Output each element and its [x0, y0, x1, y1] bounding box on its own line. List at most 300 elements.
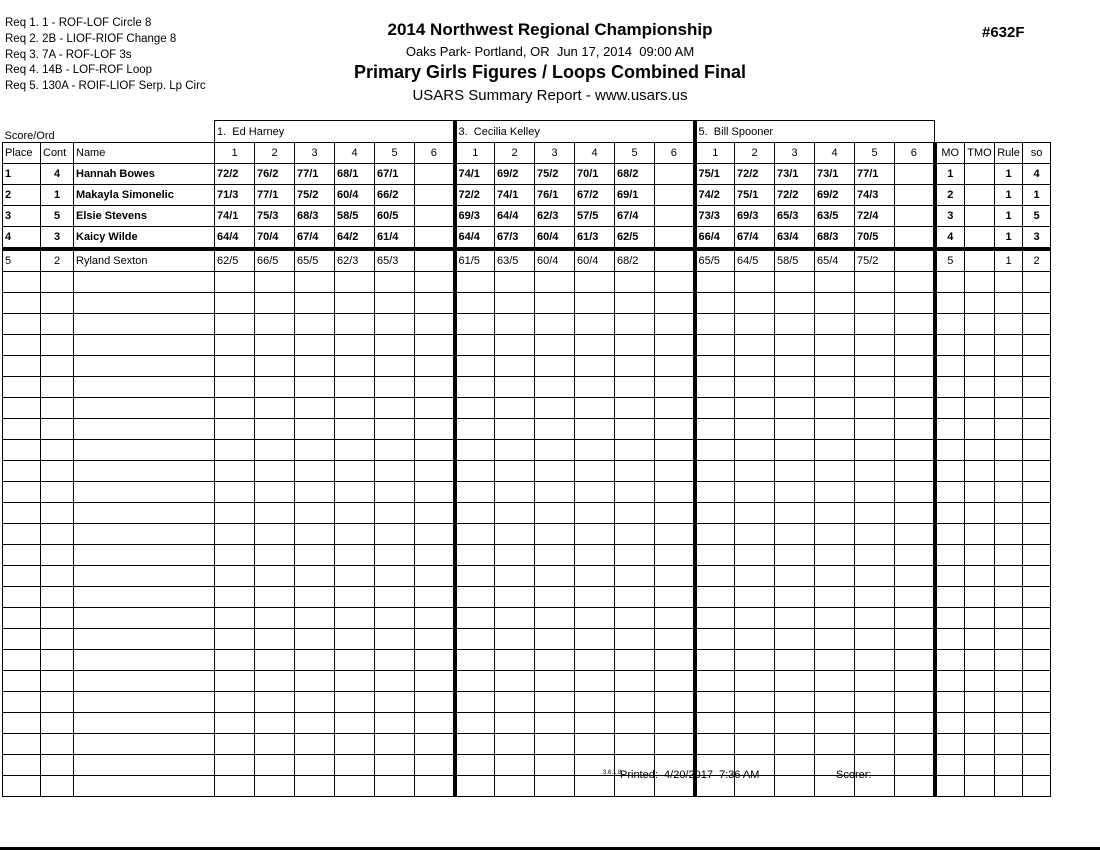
so-cell: 3: [1023, 227, 1051, 250]
score-cell: [295, 335, 335, 356]
rule-cell: [995, 272, 1023, 293]
score-col-header: 1: [455, 143, 495, 164]
rule-cell: [995, 566, 1023, 587]
so-cell: [1023, 692, 1051, 713]
empty-row: [3, 335, 1051, 356]
tmo-cell: [965, 566, 995, 587]
score-cell: [375, 629, 415, 650]
score-cell: [335, 398, 375, 419]
score-cell: [535, 692, 575, 713]
cont-cell: [41, 734, 74, 755]
score-cell: [815, 335, 855, 356]
score-cell: 67/4: [295, 227, 335, 250]
name-cell: Elsie Stevens: [74, 206, 215, 227]
score-cell: [895, 377, 935, 398]
score-cell: [655, 734, 695, 755]
score-col-header: 6: [655, 143, 695, 164]
score-cell: [455, 272, 495, 293]
tmo-cell: [965, 650, 995, 671]
score-cell: [895, 293, 935, 314]
score-cell: [415, 650, 455, 671]
score-cell: 69/3: [455, 206, 495, 227]
place-cell: [3, 713, 41, 734]
score-cell: [615, 734, 655, 755]
score-cell: [455, 419, 495, 440]
score-cell: [455, 461, 495, 482]
score-cell: [455, 335, 495, 356]
score-cell: [415, 461, 455, 482]
score-cell: [375, 566, 415, 587]
score-cell: 74/2: [695, 185, 735, 206]
score-cell: [575, 461, 615, 482]
score-cell: [855, 524, 895, 545]
score-cell: [895, 545, 935, 566]
score-cell: [655, 419, 695, 440]
score-cell: [855, 314, 895, 335]
score-cell: [295, 650, 335, 671]
cont-cell: 1: [41, 185, 74, 206]
empty-row: [3, 314, 1051, 335]
score-cell: [895, 692, 935, 713]
report-footer: [0, 769, 1100, 789]
results-body: [3, 164, 1051, 797]
score-cell: [535, 461, 575, 482]
score-cell: [495, 356, 535, 377]
score-col-header: 6: [895, 143, 935, 164]
tmo-cell: [965, 419, 995, 440]
score-cell: [615, 440, 655, 461]
score-cell: 61/4: [375, 227, 415, 250]
score-col-header: 3: [295, 143, 335, 164]
score-col-header: 2: [255, 143, 295, 164]
score-col-header: 5: [375, 143, 415, 164]
score-cell: [495, 671, 535, 692]
score-cell: [455, 692, 495, 713]
empty-row: [3, 293, 1051, 314]
score-cell: [895, 419, 935, 440]
score-cell: [895, 671, 935, 692]
cont-cell: [41, 440, 74, 461]
score-cell: [255, 272, 295, 293]
score-cell: [255, 356, 295, 377]
score-cell: [295, 398, 335, 419]
requirement-line: Req 5. 130A - ROIF-LIOF Serp. Lp Circ: [5, 80, 206, 93]
score-cell: [535, 272, 575, 293]
cont-cell: [41, 545, 74, 566]
score-cell: 67/2: [575, 185, 615, 206]
score-cell: 62/5: [215, 249, 255, 272]
score-cell: [535, 482, 575, 503]
score-cell: [575, 629, 615, 650]
score-cell: [735, 377, 775, 398]
score-cell: [895, 440, 935, 461]
mo-cell: [935, 503, 965, 524]
place-cell: [3, 566, 41, 587]
score-cell: [295, 461, 335, 482]
score-cell: [655, 545, 695, 566]
score-col-header: 4: [575, 143, 615, 164]
score-cell: [495, 377, 535, 398]
judge-2-header: 3. Cecilia Kelley: [455, 121, 695, 143]
score-cell: [775, 629, 815, 650]
name-cell: [74, 566, 215, 587]
so-cell: [1023, 566, 1051, 587]
place-cell: [3, 524, 41, 545]
score-cell: [695, 293, 735, 314]
score-cell: 66/2: [375, 185, 415, 206]
score-cell: [895, 356, 935, 377]
score-cell: [895, 524, 935, 545]
score-cell: [575, 377, 615, 398]
tmo-cell: [965, 524, 995, 545]
cont-cell: [41, 587, 74, 608]
score-cell: 76/2: [255, 164, 295, 185]
score-cell: [655, 293, 695, 314]
rule-cell: [995, 419, 1023, 440]
score-cell: [575, 734, 615, 755]
score-cell: 72/2: [215, 164, 255, 185]
cont-cell: [41, 398, 74, 419]
score-cell: 69/3: [735, 206, 775, 227]
cont-cell: [41, 335, 74, 356]
score-cell: 66/5: [255, 249, 295, 272]
name-cell: [74, 671, 215, 692]
score-cell: [215, 566, 255, 587]
cont-cell: [41, 419, 74, 440]
score-cell: [375, 650, 415, 671]
rule-cell: 1: [995, 206, 1023, 227]
tmo-cell: [965, 629, 995, 650]
mo-cell: [935, 671, 965, 692]
score-cell: [215, 272, 255, 293]
rule-cell: [995, 524, 1023, 545]
score-cell: [735, 503, 775, 524]
tmo-cell: [965, 293, 995, 314]
score-cell: 72/2: [735, 164, 775, 185]
score-cell: 75/1: [695, 164, 735, 185]
name-cell: [74, 629, 215, 650]
score-cell: [535, 587, 575, 608]
score-cell: [215, 587, 255, 608]
mo-cell: [935, 398, 965, 419]
score-cell: [655, 461, 695, 482]
score-cell: [775, 566, 815, 587]
score-cell: 70/1: [575, 164, 615, 185]
score-cell: [895, 713, 935, 734]
score-cell: [775, 545, 815, 566]
score-cell: 74/3: [855, 185, 895, 206]
score-cell: [415, 608, 455, 629]
mo-cell: 5: [935, 249, 965, 272]
score-cell: 73/3: [695, 206, 735, 227]
place-cell: [3, 629, 41, 650]
tmo-cell: [965, 608, 995, 629]
score-cell: [415, 629, 455, 650]
so-cell: [1023, 650, 1051, 671]
score-cell: [295, 713, 335, 734]
score-cell: [695, 503, 735, 524]
event-title: Primary Girls Figures / Loops Combined Final: [353, 62, 747, 82]
score-cell: [735, 482, 775, 503]
score-cell: 68/3: [815, 227, 855, 250]
result-row: [3, 249, 1051, 272]
score-cell: [655, 692, 695, 713]
score-cell: [495, 272, 535, 293]
judge-3-header: 5. Bill Spooner: [695, 121, 935, 143]
score-cell: [495, 587, 535, 608]
score-cell: [735, 524, 775, 545]
place-cell: 1: [3, 164, 41, 185]
score-cell: [855, 335, 895, 356]
score-cell: [655, 587, 695, 608]
score-cell: [495, 293, 535, 314]
score-cell: [335, 272, 375, 293]
score-cell: [375, 587, 415, 608]
score-cell: 69/2: [495, 164, 535, 185]
so-cell: [1023, 440, 1051, 461]
score-cell: [775, 440, 815, 461]
mo-header: MO: [935, 143, 965, 164]
score-cell: [895, 398, 935, 419]
so-cell: [1023, 314, 1051, 335]
score-cell: [415, 503, 455, 524]
score-cell: [615, 377, 655, 398]
score-cell: [295, 566, 335, 587]
score-cell: [575, 293, 615, 314]
score-cell: [775, 461, 815, 482]
score-cell: [615, 461, 655, 482]
score-cell: [415, 164, 455, 185]
score-cell: [775, 377, 815, 398]
score-cell: [655, 206, 695, 227]
name-cell: Makayla Simonelic: [74, 185, 215, 206]
score-cell: [375, 293, 415, 314]
score-cell: [335, 587, 375, 608]
score-cell: [855, 272, 895, 293]
empty-row: [3, 692, 1051, 713]
score-cell: [775, 314, 815, 335]
score-cell: 76/1: [535, 185, 575, 206]
score-cell: [655, 164, 695, 185]
score-cell: [775, 692, 815, 713]
score-cell: [895, 566, 935, 587]
so-cell: [1023, 293, 1051, 314]
score-cell: 62/5: [615, 227, 655, 250]
name-cell: [74, 461, 215, 482]
score-cell: 65/5: [695, 249, 735, 272]
empty-row: [3, 524, 1051, 545]
tmo-cell: [965, 164, 995, 185]
score-cell: [735, 419, 775, 440]
score-cell: [335, 524, 375, 545]
event-number: #632F: [982, 24, 1025, 41]
score-cell: 74/1: [495, 185, 535, 206]
score-cell: [375, 524, 415, 545]
score-cell: [495, 608, 535, 629]
score-cell: [255, 734, 295, 755]
empty-row: [3, 587, 1051, 608]
score-cell: [495, 503, 535, 524]
score-cell: [895, 206, 935, 227]
score-cell: 68/3: [295, 206, 335, 227]
rule-cell: [995, 398, 1023, 419]
name-cell: [74, 587, 215, 608]
score-cell: [575, 503, 615, 524]
empty-row: [3, 356, 1051, 377]
score-cell: [455, 440, 495, 461]
score-cell: [295, 314, 335, 335]
place-cell: [3, 692, 41, 713]
score-cell: [615, 692, 655, 713]
requirement-line: Req 3. 7A - ROF-LOF 3s: [5, 48, 132, 61]
score-cell: [455, 587, 495, 608]
score-cell: [375, 545, 415, 566]
score-cell: [655, 629, 695, 650]
score-cell: [415, 671, 455, 692]
score-cell: 73/1: [815, 164, 855, 185]
rule-cell: [995, 314, 1023, 335]
mo-cell: [935, 335, 965, 356]
rule-cell: [995, 734, 1023, 755]
score-cell: [895, 314, 935, 335]
place-cell: [3, 545, 41, 566]
score-cell: [295, 545, 335, 566]
tmo-cell: [965, 227, 995, 250]
score-cell: [335, 356, 375, 377]
rule-header: Rule: [995, 143, 1023, 164]
mo-cell: [935, 692, 965, 713]
score-cell: 72/2: [455, 185, 495, 206]
score-cell: [295, 356, 335, 377]
score-cell: [215, 671, 255, 692]
score-cell: [335, 293, 375, 314]
score-cell: 58/5: [335, 206, 375, 227]
score-cell: [255, 419, 295, 440]
score-cell: [815, 650, 855, 671]
place-cell: [3, 503, 41, 524]
rule-cell: [995, 440, 1023, 461]
score-cell: [455, 293, 495, 314]
score-cell: [655, 377, 695, 398]
mo-cell: [935, 587, 965, 608]
software-version: 3.6.1.8: [603, 770, 622, 776]
cont-cell: [41, 482, 74, 503]
name-cell: Ryland Sexton: [74, 249, 215, 272]
score-cell: [375, 671, 415, 692]
so-cell: [1023, 398, 1051, 419]
so-cell: [1023, 713, 1051, 734]
name-cell: [74, 650, 215, 671]
score-cell: [295, 692, 335, 713]
empty-row: [3, 503, 1051, 524]
score-cell: [575, 545, 615, 566]
score-cell: [695, 545, 735, 566]
cont-cell: [41, 650, 74, 671]
name-cell: [74, 545, 215, 566]
result-row: [3, 206, 1051, 227]
score-cell: 68/1: [335, 164, 375, 185]
score-cell: [615, 503, 655, 524]
score-cell: [215, 461, 255, 482]
so-cell: [1023, 482, 1051, 503]
score-cell: 63/5: [815, 206, 855, 227]
score-cell: [455, 524, 495, 545]
score-cell: [535, 503, 575, 524]
name-header: Name: [74, 143, 215, 164]
score-cell: [575, 524, 615, 545]
score-cell: [335, 713, 375, 734]
score-cell: [495, 734, 535, 755]
score-cell: [815, 545, 855, 566]
score-cell: [415, 398, 455, 419]
score-cell: [335, 335, 375, 356]
score-cell: [815, 587, 855, 608]
score-cell: [575, 335, 615, 356]
score-cell: [335, 503, 375, 524]
cont-cell: [41, 461, 74, 482]
score-cell: [215, 692, 255, 713]
judge-1-header: 1. Ed Harney: [215, 121, 455, 143]
score-cell: [895, 629, 935, 650]
score-cell: [615, 419, 655, 440]
place-cell: [3, 272, 41, 293]
score-cell: [215, 713, 255, 734]
cont-cell: 3: [41, 227, 74, 250]
so-cell: [1023, 524, 1051, 545]
score-cell: [695, 377, 735, 398]
name-cell: [74, 377, 215, 398]
score-cell: [615, 545, 655, 566]
empty-row: [3, 566, 1051, 587]
rule-cell: [995, 503, 1023, 524]
empty-row: [3, 440, 1051, 461]
rule-cell: [995, 629, 1023, 650]
score-cell: [495, 419, 535, 440]
score-cell: [255, 713, 295, 734]
score-cell: [855, 713, 895, 734]
score-cell: [895, 650, 935, 671]
tmo-cell: [965, 503, 995, 524]
so-cell: [1023, 629, 1051, 650]
rule-cell: [995, 482, 1023, 503]
score-col-header: 1: [215, 143, 255, 164]
score-cell: [335, 419, 375, 440]
score-cell: [655, 524, 695, 545]
score-cell: [255, 335, 295, 356]
score-cell: [855, 398, 895, 419]
score-cell: [295, 734, 335, 755]
score-cell: [695, 482, 735, 503]
score-cell: [495, 692, 535, 713]
score-cell: [375, 692, 415, 713]
score-cell: [895, 734, 935, 755]
score-cell: [775, 503, 815, 524]
name-cell: [74, 713, 215, 734]
score-cell: [615, 272, 655, 293]
empty-row: [3, 671, 1051, 692]
so-cell: 5: [1023, 206, 1051, 227]
score-cell: [415, 713, 455, 734]
score-cell: [335, 377, 375, 398]
tmo-cell: [965, 249, 995, 272]
mo-cell: 3: [935, 206, 965, 227]
rule-cell: [995, 692, 1023, 713]
score-cell: 60/4: [535, 249, 575, 272]
so-cell: 1: [1023, 185, 1051, 206]
score-cell: [655, 671, 695, 692]
place-cell: [3, 440, 41, 461]
so-cell: [1023, 335, 1051, 356]
